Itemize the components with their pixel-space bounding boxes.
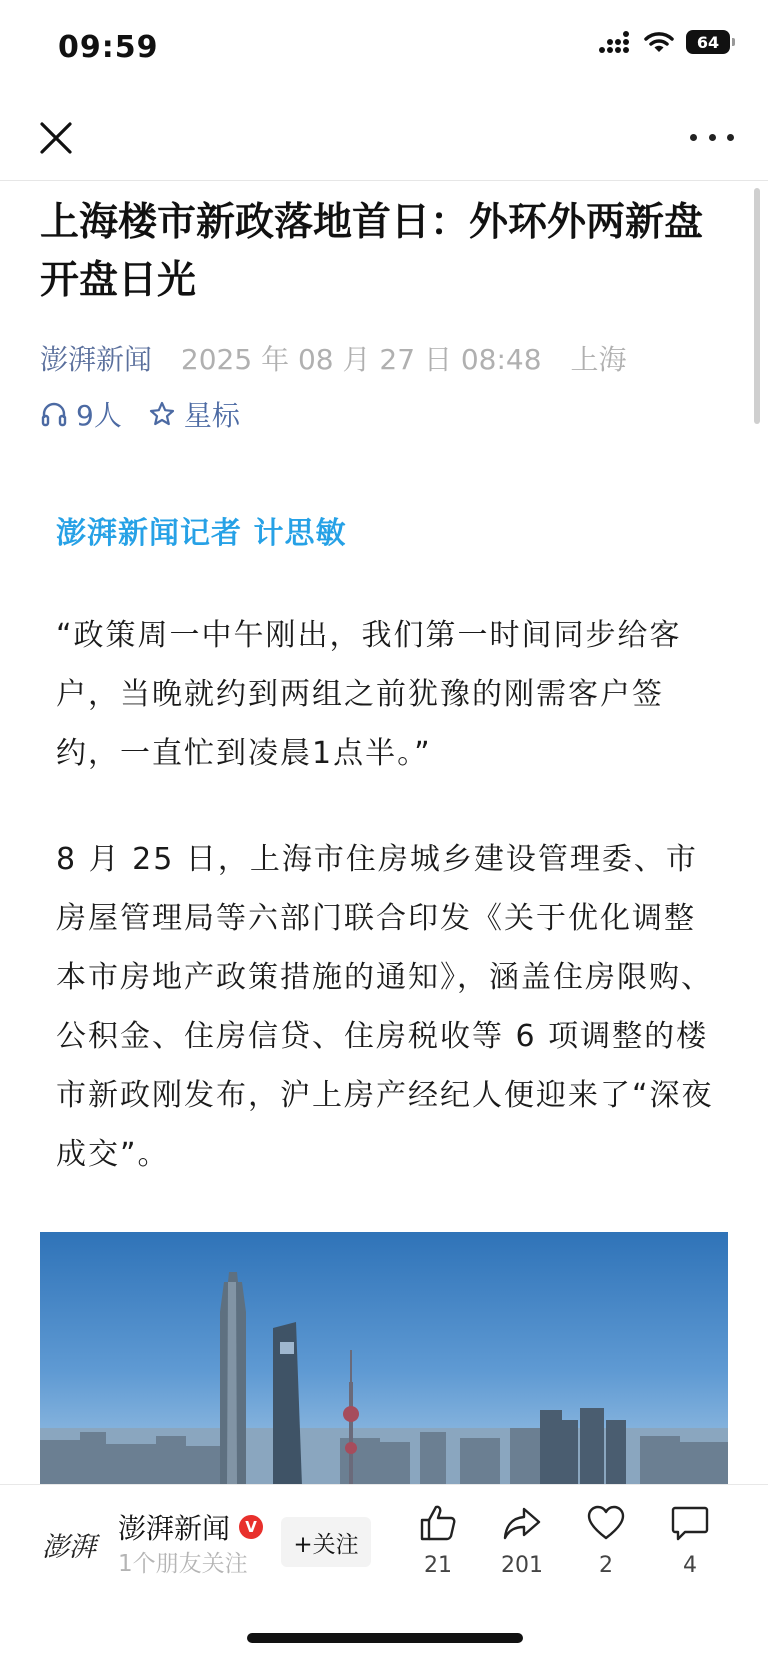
comment-button[interactable]: [655, 1503, 725, 1578]
more-dot: [690, 134, 697, 141]
star-label: 星标: [183, 399, 240, 432]
like-button[interactable]: [403, 1503, 473, 1578]
scrollbar[interactable]: [754, 188, 760, 424]
article-title: 上海楼市新政落地首日：外环外两新盘开盘日光: [40, 200, 704, 303]
author-name[interactable]: 澎湃新闻: [118, 1512, 231, 1545]
favorite-button[interactable]: [571, 1503, 641, 1578]
more-options-icon[interactable]: [690, 122, 734, 152]
signal-icon: [598, 30, 632, 54]
battery-icon: 64: [686, 30, 730, 54]
article-meta: [40, 338, 626, 378]
share-icon: [502, 1503, 542, 1543]
status-bar: [0, 0, 768, 100]
publish-date: 2025 年 08 月 27 日 08:48: [180, 343, 542, 376]
publish-location: 上海: [570, 343, 627, 376]
friends-following: 1个朋友关注: [118, 1551, 248, 1577]
comment-icon: [670, 1503, 710, 1543]
share-button[interactable]: [487, 1503, 557, 1578]
status-time: 09:59: [58, 30, 159, 65]
headphones-icon: [40, 400, 68, 428]
like-count: 21: [424, 1553, 452, 1578]
source-link[interactable]: 澎湃新闻: [40, 343, 153, 376]
follow-button[interactable]: +关注: [281, 1517, 371, 1567]
article-photo[interactable]: [40, 1232, 728, 1486]
star-button[interactable]: [148, 394, 240, 434]
nav-bar: [0, 100, 768, 181]
publisher-logo[interactable]: 澎湃: [42, 1532, 96, 1563]
wifi-icon: [644, 30, 674, 54]
home-indicator[interactable]: [247, 1633, 523, 1643]
more-dot: [709, 134, 716, 141]
heart-icon: [586, 1503, 626, 1543]
comment-count: 4: [683, 1553, 697, 1578]
article-actions: [40, 394, 266, 434]
thumbs-up-icon: [418, 1503, 458, 1543]
share-count: 201: [501, 1553, 543, 1578]
verified-badge-icon: V: [239, 1515, 263, 1539]
reporter-byline: 澎湃新闻记者 计思敏: [56, 516, 347, 551]
star-icon: [148, 400, 176, 428]
close-icon[interactable]: [36, 118, 76, 158]
listener-count: 9人: [76, 399, 122, 432]
status-icons: [598, 30, 730, 54]
article-paragraph: 8 月 25 日，上海市住房城乡建设管理委、市房屋管理局等六部门联合印发《关于优化调整本市房地产政策措施的通知》，涵盖住房限购、公积金、住房信贷、住房税收等 6 项调整的楼市新政刚发布，沪上房产经纪人便迎来了“深夜成交”。: [56, 842, 714, 1172]
listen-button[interactable]: [40, 394, 122, 434]
more-dot: [727, 134, 734, 141]
article-paragraph: “政策周一中午刚出，我们第一时间同步给客户，当晚就约到两组之前犹豫的刚需客户签约，一直忙到凌晨1点半。”: [56, 618, 682, 771]
favorite-count: 2: [599, 1553, 613, 1578]
